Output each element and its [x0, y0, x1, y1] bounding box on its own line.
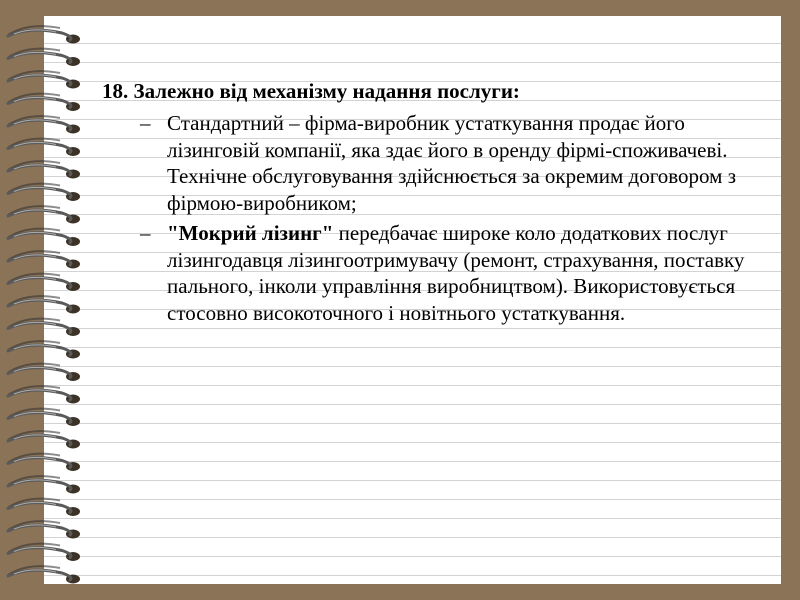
list-item-text: Стандартний – фірма-виробник устаткування продає його лізинговій компанії, яка здає його в оренду фірмі-споживачеві. Технічне обслуговування здійснюється за окремим договором з фірмою-виробником; — [167, 111, 736, 215]
list-item-lead-term: "Мокрий лізинг" — [167, 221, 334, 245]
list-item-text: передбачає широке коло додаткових послуг лізингодавця лізингоотримувачу (ремонт, страхування, поставку пального, інколи управління виробництвом). Використовується стосовно високоточного і новітнього устаткування. — [167, 221, 745, 325]
list-item-wet-leasing — [100, 220, 770, 326]
list-item-standard — [100, 110, 770, 216]
bullet-dash: – — [140, 111, 151, 135]
slide-heading: 18. Залежно від механізму надання послуги: — [102, 79, 520, 103]
slide-content — [100, 78, 770, 330]
bullet-dash: – — [140, 221, 151, 245]
